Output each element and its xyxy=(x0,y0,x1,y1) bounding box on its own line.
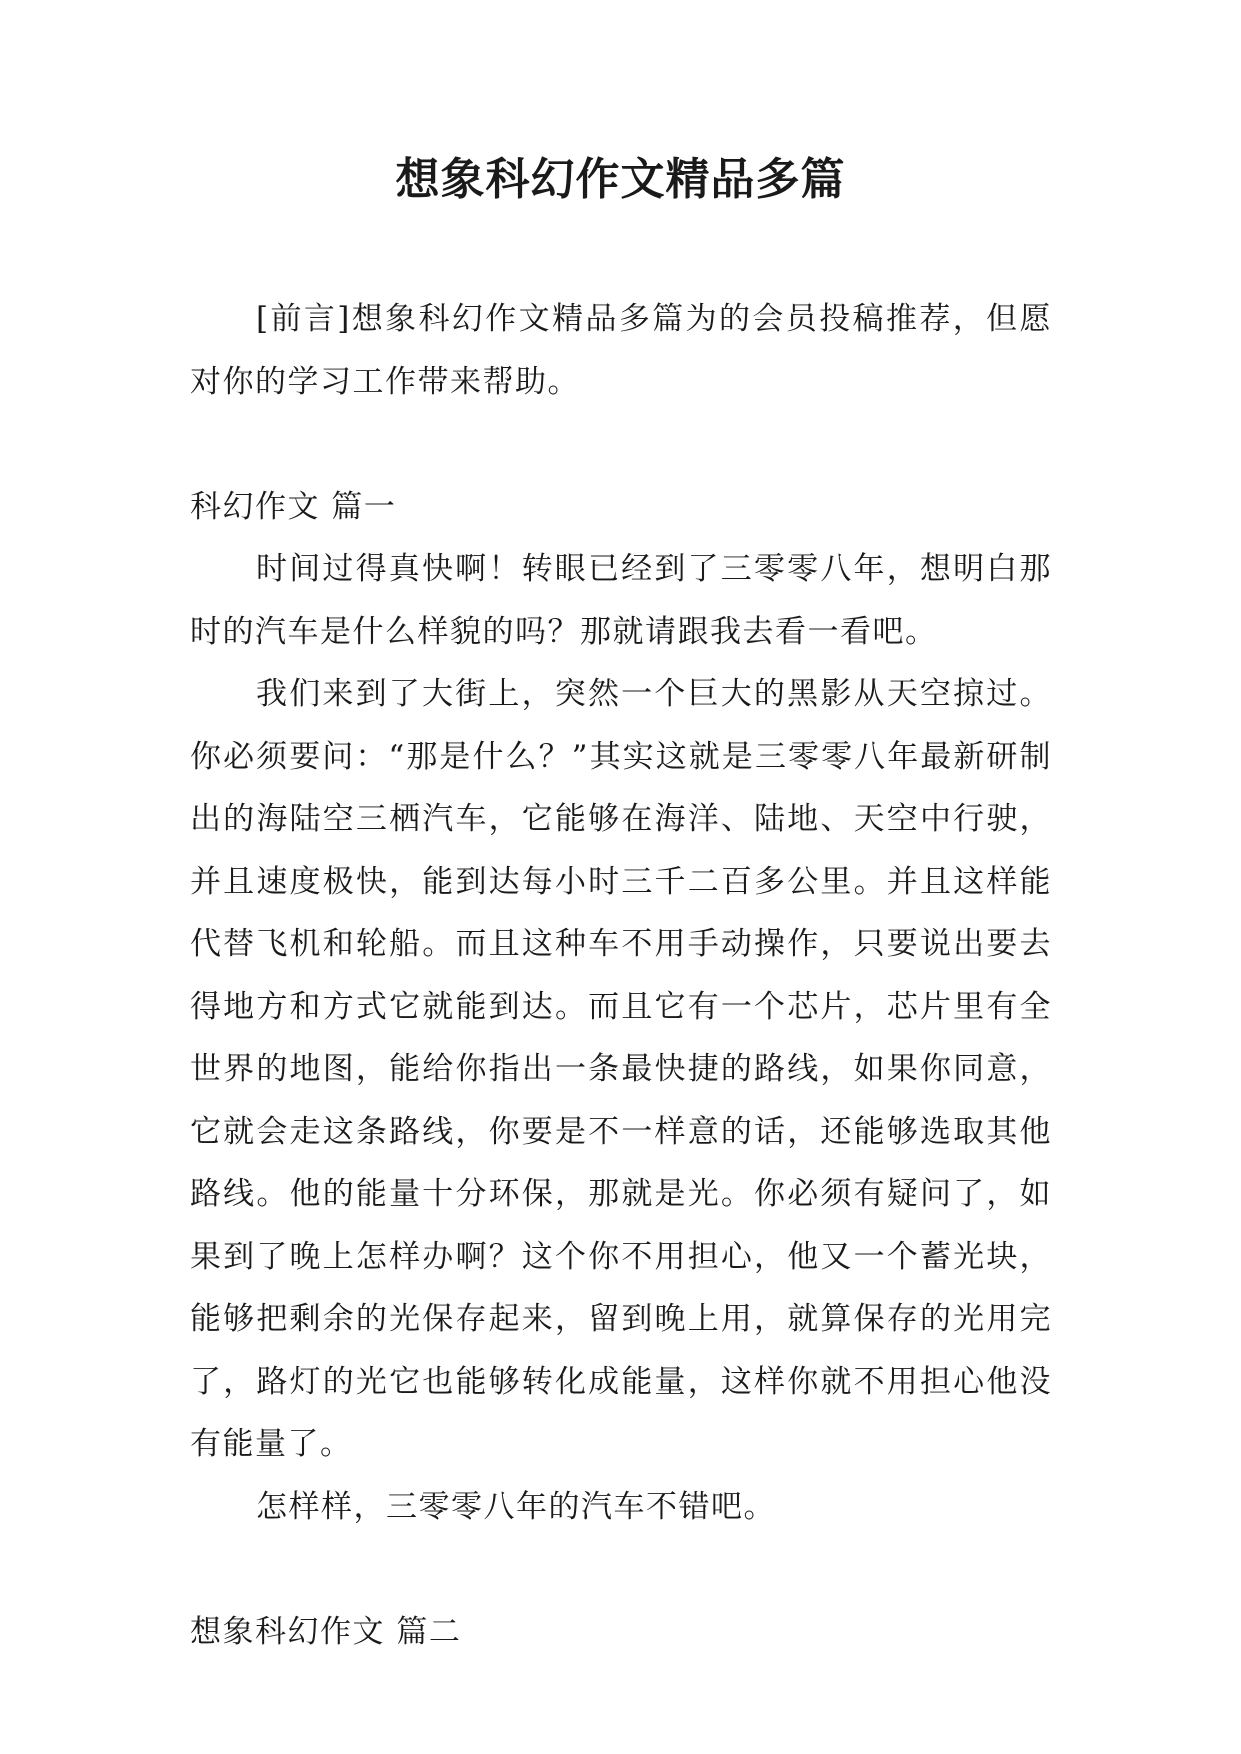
section-heading-1: 科幻作文 篇一 xyxy=(190,488,397,525)
paragraph: 时间过得真快啊！转眼已经到了三零零八年，想明白那时的汽车是什么样貌的吗？那就请跟我去看一看吧。 xyxy=(190,551,1052,650)
section-heading-2: 想象科幻作文 篇二 xyxy=(190,1613,462,1650)
document-body xyxy=(190,288,1052,1663)
preface-paragraph: [前言]想象科幻作文精品多篇为的会员投稿推荐，但愿对你的学习工作带来帮助。 xyxy=(190,301,1052,400)
spacer xyxy=(190,1538,1052,1601)
paragraph: 怎样样，三零零八年的汽车不错吧。 xyxy=(256,1488,776,1525)
paragraph: 我们来到了大街上，突然一个巨大的黑影从天空掠过。你必须要问：“那是什么？”其实这就是三零零八年最新研制出的海陆空三栖汽车，它能够在海洋、陆地、天空中行驶，并且速度极快，能到达每小时三千二百多公里。并且这样能代替飞机和轮船。而且这种车不用手动操作，只要说出要去得地方和方式它就能到达。而且它有一个芯片，芯片里有全世界的地图，能给你指出一条最快捷的路线，如果你同意，它就会走这条路线，你要是不一样意的话，还能够选取其他路线。他的能量十分环保，那就是光。你必须有疑问了，如果到了晚上怎样办啊？这个你不用担心，他又一个蓄光块，能够把剩余的光保存起来，留到晚上用，就算保存的光用完了，路灯的光它也能够转化成能量，这样你就不用担心他没有能量了。 xyxy=(190,676,1052,1462)
spacer xyxy=(190,413,1052,476)
document-title: 想象科幻作文精品多篇 xyxy=(395,154,846,205)
